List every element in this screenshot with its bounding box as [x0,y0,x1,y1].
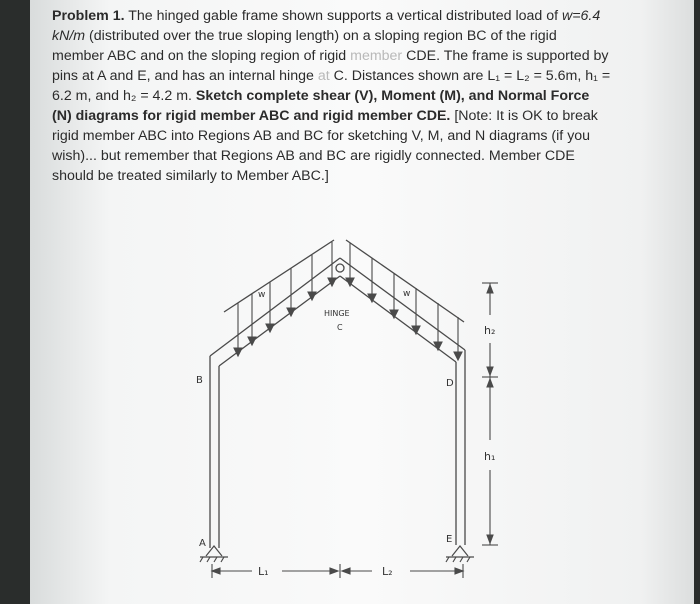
load-arrows-right [346,243,462,360]
label-e: E [446,534,453,545]
dimension-values: ₁ = L₂ = 5.6m, h₁ = 6.2 m, and h₂ = 4.2 m. [52,68,611,104]
problem-statement: Problem 1. The hinged gable frame shown supports a vertical distributed load of w=6.4 kN/m (distributed over the true sloping length) on a sloping region BC of the rigid member ABC and on the sloping region of rigid member CDE. The frame is supported by pins at A and E, and has an internal hinge at C. Distances shown are L₁ = L₂ = 5.6m, h₁ = 6.2 m, and h₂ = 4.2 m. Sketch complete shear (V), Moment (M), and Normal Force (N) diagrams for rigid member ABC and rigid member CDE. [Note: It is OK to break rigid member ABC into Regions AB and BC for sketching V, M, and N diagrams (if you wish)... but remember that Regions AB and BC are rigidly connected. Member CDE should be treated similarly to Member ABC.] [52,8,611,184]
label-c: C [337,323,343,332]
label-l1: L₁ [258,565,269,578]
label-w-left: w [258,290,266,300]
hinge-c-icon [336,264,344,272]
label-w-right: w [403,289,411,299]
pin-support-e-icon [446,546,474,562]
load-line-left [224,240,334,312]
rafter-bc-outer [210,258,340,356]
label-d: D [446,378,454,389]
load-line-right [346,240,464,322]
problem-title: Problem 1. [52,8,125,24]
label-h2: h₂ [484,324,496,337]
label-l2: L₂ [382,565,393,578]
label-b: B [196,375,203,386]
label-hinge: HINGE [324,309,350,318]
rafter-cd-outer [340,258,465,350]
note-text: [Note: It is OK to break rigid member ABC into Regions AB and BC for sketching V, M, and N diagrams (if you wish)... but remember that Regions AB and BC are rigidly connected. Member CDE should be treated similarly to Member ABC.] [52,108,598,184]
task-instruction: Sketch complete shear (V), Moment (M), and Normal Force (N) diagrams for rigid member ABC and rigid member CDE. [52,88,590,124]
dimension-line-vertical [482,283,498,545]
label-h1: h₁ [484,450,496,463]
label-a: A [199,538,206,549]
load-value: w=6.4 kN/m [52,8,601,44]
dimension-line-horizontal [212,564,463,578]
